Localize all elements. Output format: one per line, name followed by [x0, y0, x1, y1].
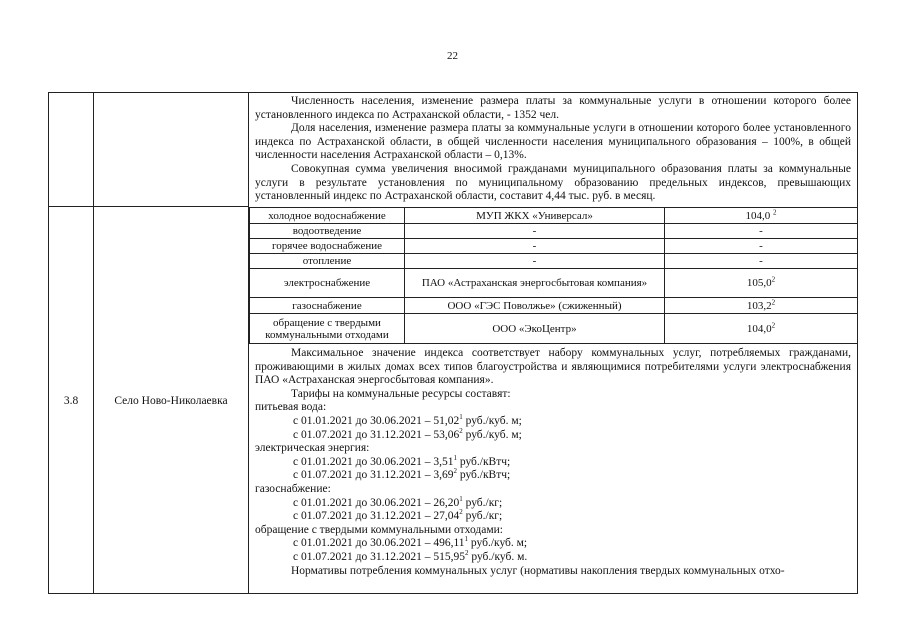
- service-cell: обращение с твердыми коммунальными отходами: [250, 314, 405, 344]
- provider-cell: ООО «ГЭС Поволжье» (сжиженный): [405, 298, 665, 314]
- municipality-table: [48, 92, 858, 594]
- tariff-line: с 01.01.2021 до 30.06.2021 – 496,11$^1$ руб./куб. м;: [293, 535, 528, 550]
- service-cell: отопление: [250, 254, 405, 269]
- table-row: [250, 269, 858, 298]
- index-table: [249, 207, 858, 344]
- row-number: 3.8: [63, 394, 79, 407]
- tariff-line: с 01.07.2021 до 31.12.2021 – 27,04$^2$ руб./кг;: [293, 508, 503, 523]
- sum-paragraph: Совокупная сумма увеличения вносимой гражданами муниципального образования платы за коммунальные услуги в результате установления по муниципальному образованию предельных индексов, превышающих установленный индекс по Астраханской области, составит 4,44 тыс. руб. в месяц.: [255, 162, 851, 203]
- electricity-label: электрическая энергия:: [255, 442, 370, 455]
- service-cell: горячее водоснабжение: [250, 239, 405, 254]
- index-cell: 104,0 $^2$: [665, 208, 858, 224]
- index-cell: 103,2$^2$: [665, 298, 858, 314]
- table-row: [250, 208, 858, 224]
- top-section: [255, 95, 851, 204]
- page-number: 22: [447, 50, 458, 62]
- index-cell: -: [665, 239, 858, 254]
- index-cell: 105,0$^2$: [665, 269, 858, 298]
- share-paragraph: Доля населения, изменение размера платы за коммунальные услуги в отношении которого более установленного индекса по Астраханской области, в общей численности населения муниципального образования – 100%, в общей численности населения Астраханской области – 0,13%.: [255, 122, 851, 162]
- index-cell: -: [665, 224, 858, 239]
- tariffs-intro: Тарифы на коммунальные ресурсы составят:: [291, 387, 511, 400]
- table-row: [250, 314, 858, 344]
- index-cell: -: [665, 254, 858, 269]
- service-cell: холодное водоснабжение: [250, 208, 405, 224]
- tariff-line: с 01.07.2021 до 31.12.2021 – 53,06$^2$ руб./куб. м;: [293, 426, 522, 441]
- water-label: питьевая вода:: [255, 401, 327, 414]
- table-row: [250, 254, 858, 269]
- population-paragraph: Численность населения, изменение размера платы за коммунальные услуги в отношении которого более установленного индекса по Астраханской области, - 1352 чел.: [255, 95, 851, 121]
- tariff-line: с 01.07.2021 до 31.12.2021 – 515,95$^2$ руб./куб. м.: [293, 549, 528, 563]
- tariff-line: с 01.01.2021 до 30.06.2021 – 51,02$^1$ руб./куб. м;: [293, 413, 522, 427]
- service-cell: водоотведение: [250, 224, 405, 239]
- provider-cell: -: [405, 224, 665, 239]
- provider-cell: ПАО «Астраханская энергосбытовая компания»: [405, 269, 665, 298]
- provider-cell: ООО «ЭкоЦентр»: [405, 314, 665, 344]
- municipality-name: Село Ново-Николаевка: [114, 394, 228, 407]
- table-row: [250, 298, 858, 314]
- provider-cell: МУП ЖКХ «Универсал»: [405, 208, 665, 224]
- service-cell: электроснабжение: [250, 269, 405, 298]
- gas-label: газоснабжение:: [255, 482, 331, 495]
- service-cell: газоснабжение: [250, 298, 405, 314]
- tariff-line: с 01.07.2021 до 31.12.2021 – 3,69$^2$ руб./кВтч;: [293, 467, 511, 482]
- index-cell: 104,0$^2$: [665, 314, 858, 344]
- norms-paragraph: Нормативы потребления коммунальных услуг (нормативы накопления твердых коммунальных отхо-: [291, 564, 785, 577]
- tariff-line: с 01.01.2021 до 30.06.2021 – 3,51$^1$ руб./кВтч;: [293, 453, 511, 468]
- tariff-line: с 01.01.2021 до 30.06.2021 – 26,20$^1$ руб./кг;: [293, 494, 503, 509]
- bottom-section: [255, 347, 851, 578]
- table-row: [250, 239, 858, 254]
- table-row: [250, 224, 858, 239]
- max-index-paragraph: Максимальное значение индекса соответствует набору коммунальных услуг, потребляемых гражданами, проживающими в жилых домах всех типов благоустройства и являющимися потребителями услуги электроснабжения ПАО «Астраханская энергосбытовая компания».: [255, 347, 851, 387]
- provider-cell: -: [405, 254, 665, 269]
- waste-label: обращение с твердыми коммунальными отходами:: [255, 523, 503, 536]
- provider-cell: -: [405, 239, 665, 254]
